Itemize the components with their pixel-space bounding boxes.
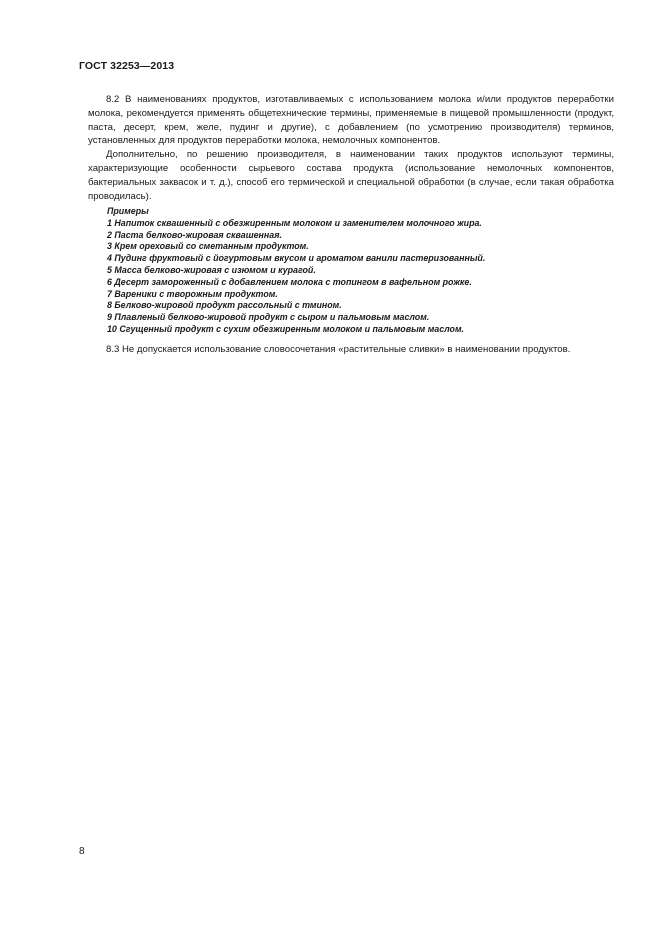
example-item: 6 Десерт замороженный с добавлением молока с топингом в вафельном рожке. bbox=[107, 276, 472, 287]
paragraph-8-3: 8.3 Не допускается использование словосочетания «растительные сливки» в наименовании продуктов. bbox=[106, 344, 571, 355]
example-item: 5 Масса белково-жировая с изюмом и курагой. bbox=[107, 264, 316, 275]
page-number: 8 bbox=[79, 846, 85, 857]
examples-title: Примеры bbox=[107, 206, 149, 216]
example-item: 7 Вареники с творожным продуктом. bbox=[107, 288, 278, 299]
example-item: 10 Сгущенный продукт с сухим обезжиренным молоком и пальмовым маслом. bbox=[107, 323, 464, 334]
example-item: 2 Паста белково-жировая сквашенная. bbox=[107, 229, 282, 240]
examples-block bbox=[107, 206, 607, 336]
section-8-2 bbox=[88, 93, 614, 203]
example-item: 3 Крем ореховый со сметанным продуктом. bbox=[107, 241, 309, 252]
examples-list bbox=[107, 218, 607, 336]
section-8-3 bbox=[88, 343, 614, 357]
document-header: ГОСТ 32253—2013 bbox=[79, 60, 175, 72]
paragraph-8-2: 8.2 В наименованиях продуктов, изготавливаемых с использованием молока и/или продуктов переработки молока, рекомендуется применять общетехнические термины, применяемые в пищевой промышленности (продукт, паста, десерт, крем, желе, пудинг и другие), с добавлением (по усмотрению производителя) терминов, установленных для продуктов переработки молока, немолочных компонентов. bbox=[88, 94, 614, 147]
example-item: 9 Плавленый белково-жировой продукт с сыром и пальмовым маслом. bbox=[107, 312, 430, 323]
paragraph-8-2-additional: Дополнительно, по решению производителя, в наименовании таких продуктов используют термины, характеризующие особенности сырьевого состава продукта (использование немолочных компонентов, бактериальных заквасок и т. д.), способ его термической и специальной обработки (в случае, если такая обработка проводилась). bbox=[88, 149, 614, 202]
example-item: 4 Пудинг фруктовый с йогуртовым вкусом и ароматом ванили пастеризованный. bbox=[107, 253, 486, 264]
example-item: 1 Напиток сквашенный с обезжиренным молоком и заменителем молочного жира. bbox=[107, 217, 482, 228]
example-item: 8 Белково-жировой продукт рассольный с тмином. bbox=[107, 300, 342, 311]
